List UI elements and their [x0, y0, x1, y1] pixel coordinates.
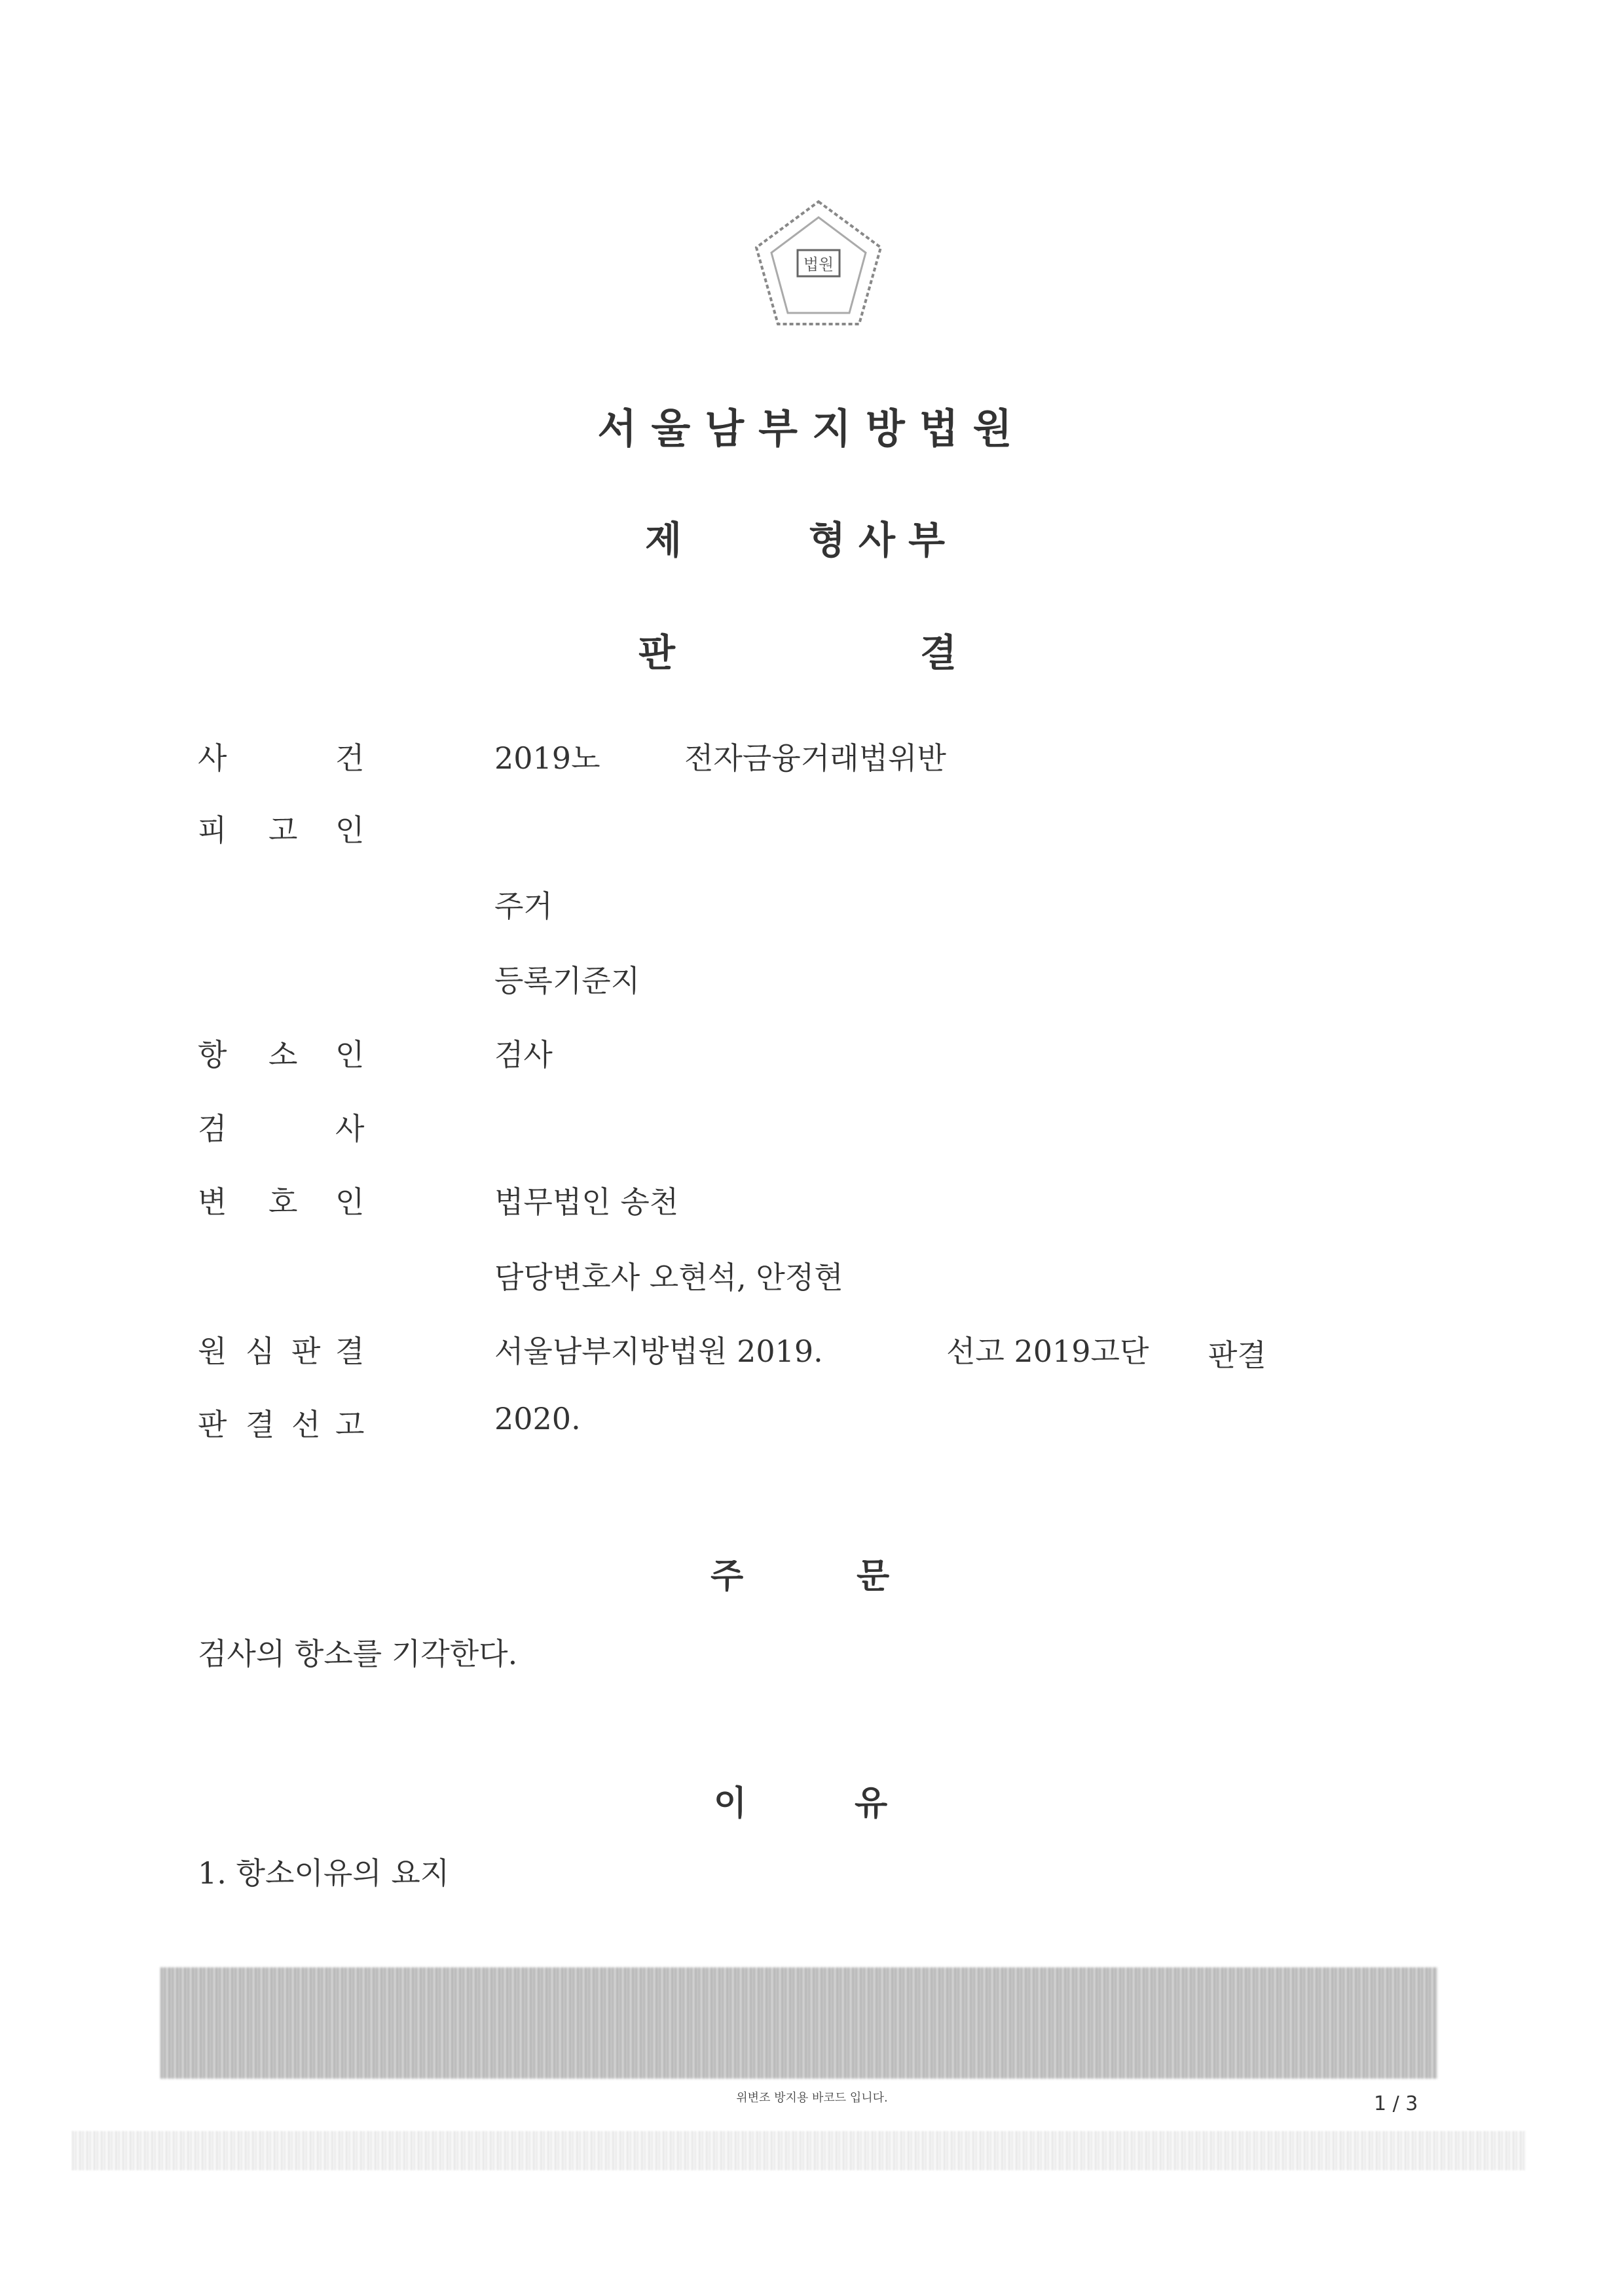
- original-judgment-suffix: 판결: [1208, 1338, 1266, 1373]
- defendant-label-char: 피: [198, 812, 227, 848]
- emblem-text: 법원: [803, 255, 834, 274]
- disposition-heading-char: 주: [710, 1557, 744, 1596]
- counsel-label-char: 인: [335, 1184, 365, 1220]
- original-judgment-label-char: 원: [198, 1334, 227, 1369]
- appellant-label-char: 항: [198, 1037, 227, 1072]
- judgment-date-label-char: 선: [291, 1407, 321, 1442]
- original-judgment-court-date: 서울남부지방법원 2019.: [494, 1334, 823, 1369]
- prosecutor-label-char: 사: [335, 1111, 365, 1146]
- counsel-label-char: 호: [268, 1184, 298, 1220]
- case-label-char: 사: [198, 740, 227, 776]
- division-suffix: 형사부: [809, 518, 959, 562]
- disposition-heading-char: 문: [857, 1557, 890, 1596]
- court-emblem: [740, 190, 897, 347]
- original-judgment-case-no: 선고 2019고단: [946, 1334, 1149, 1369]
- prosecutor-label-char: 검: [198, 1111, 227, 1146]
- original-judgment-label-char: 심: [246, 1334, 275, 1369]
- case-name: 전자금융거래법위반: [684, 740, 946, 776]
- reasons-heading-char: 유: [855, 1784, 888, 1823]
- judgment-date-value: 2020.: [494, 1401, 581, 1436]
- defendant-label-char: 고: [268, 812, 298, 848]
- defendant-registered-domicile: 등록기준지: [494, 963, 640, 998]
- case-number: 2019노: [494, 740, 600, 776]
- reasons-heading-char: 이: [714, 1784, 747, 1823]
- barcode-caption: 위변조 방지용 바코드 입니다.: [736, 2091, 888, 2105]
- appellant-label-char: 인: [335, 1037, 365, 1072]
- scan-noise-strip: [72, 2131, 1526, 2170]
- page-number: 1 / 3: [1374, 2092, 1418, 2115]
- case-label-char: 건: [335, 740, 365, 776]
- appellant-label-char: 소: [268, 1037, 298, 1072]
- court-name: 서울남부지방법원: [597, 405, 1027, 452]
- counsel-firm: 법무법인 송천: [494, 1184, 679, 1220]
- disposition-text: 검사의 항소를 기각한다.: [198, 1636, 518, 1671]
- judgment-date-label-char: 고: [335, 1407, 365, 1442]
- appellant-value: 검사: [494, 1037, 553, 1072]
- anti-forgery-barcode: [160, 1967, 1437, 2079]
- reasons-item-1: 1. 항소이유의 요지: [198, 1855, 450, 1891]
- counsel-label-char: 변: [198, 1184, 227, 1220]
- original-judgment-label-char: 결: [335, 1334, 365, 1369]
- document-type-char2: 결: [920, 630, 957, 675]
- document-type-char1: 판: [638, 630, 676, 675]
- division-prefix: 제: [645, 518, 695, 562]
- judgment-date-label-char: 결: [246, 1407, 275, 1442]
- original-judgment-label-char: 판: [291, 1334, 321, 1369]
- counsel-lawyers: 담당변호사 오현석, 안정현: [494, 1260, 843, 1295]
- defendant-label-char: 인: [335, 812, 365, 848]
- judgment-date-label-char: 판: [198, 1407, 227, 1442]
- defendant-residence: 주거: [494, 888, 553, 924]
